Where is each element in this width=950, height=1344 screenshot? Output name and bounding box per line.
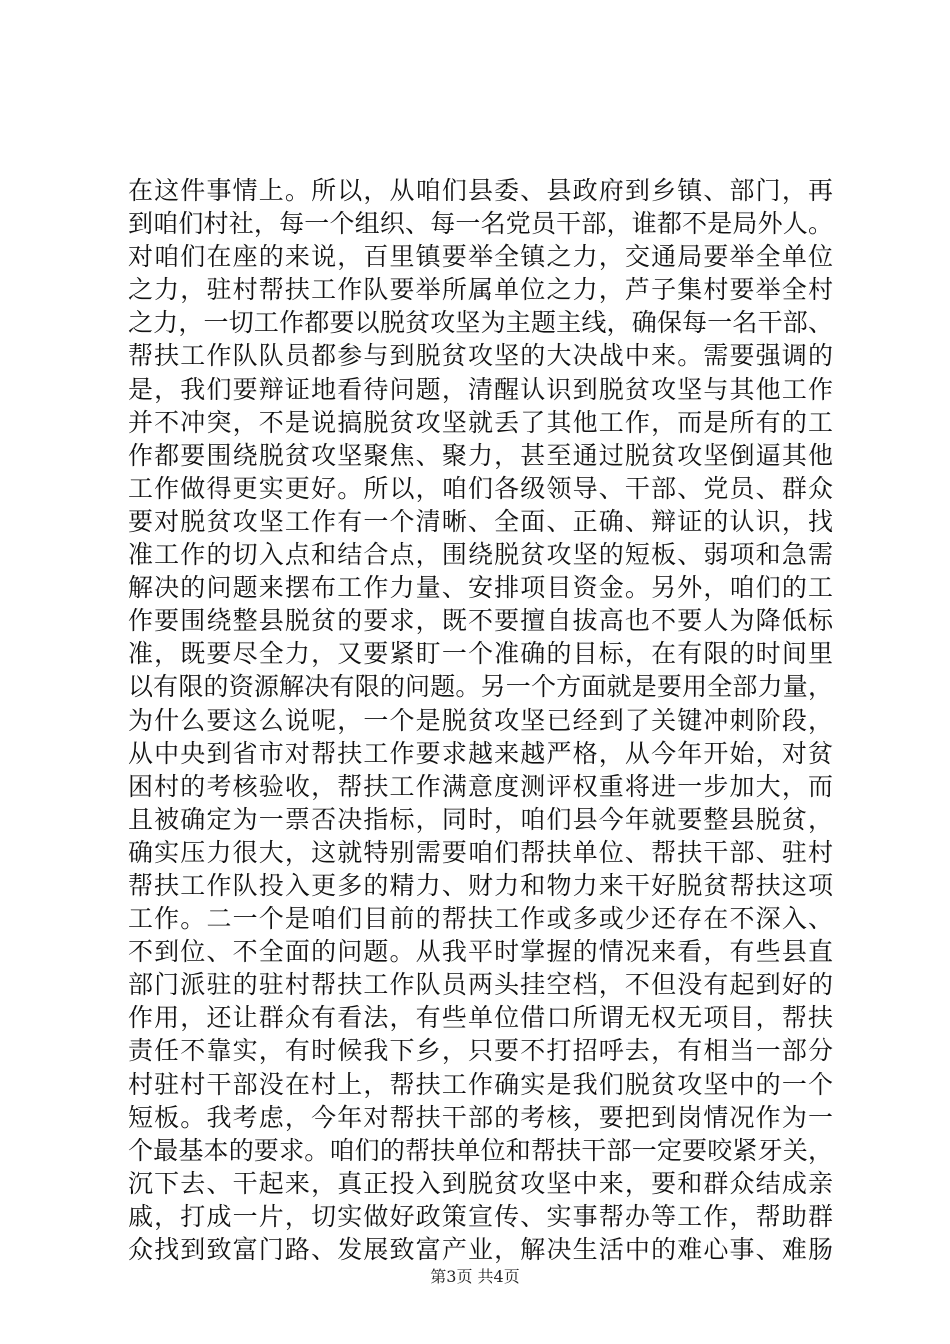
text-line: 且被确定为一票否决指标，同时，咱们县今年就要整县脱贫，: [128, 804, 833, 834]
text-line: 作都要围绕脱贫攻坚聚焦、聚力，甚至通过脱贫攻坚倒逼其他: [128, 440, 833, 470]
text-line: 是，我们要辩证地看待问题，清醒认识到脱贫攻坚与其他工作: [128, 374, 833, 404]
page-footer: 第3页 共4页: [430, 1267, 520, 1286]
text-line: 为什么要这么说呢，一个是脱贫攻坚已经到了关键冲刺阶段，: [128, 705, 833, 735]
text-line: 个最基本的要求。咱们的帮扶单位和帮扶干部一定要咬紧牙关，: [128, 1135, 833, 1165]
text-line: 村驻村干部没在村上，帮扶工作确实是我们脱贫攻坚中的一个: [128, 1069, 833, 1099]
text-line: 戚，打成一片，切实做好政策宣传、实事帮办等工作，帮助群: [128, 1201, 833, 1231]
text-line: 从中央到省市对帮扶工作要求越来越严格，从今年开始，对贫: [128, 738, 833, 768]
text-line: 短板。我考虑，今年对帮扶干部的考核，要把到岗情况作为一: [128, 1102, 833, 1132]
text-line: 众找到致富门路、发展致富产业，解决生活中的难心事、难肠: [128, 1235, 833, 1264]
text-line: 在这件事情上。所以，从咱们县委、县政府到乡镇、部门，再: [128, 176, 833, 205]
text-line: 责任不靠实，有时候我下乡，只要不打招呼去，有相当一部分: [128, 1036, 833, 1066]
text-line: 要对脱贫攻坚工作有一个清晰、全面、正确、辩证的认识，找: [128, 506, 833, 536]
body-text: [128, 174, 833, 1266]
text-line: 之力，一切工作都要以脱贫攻坚为主题主线，确保每一名干部、: [128, 308, 833, 338]
text-line: 对咱们在座的来说，百里镇要举全镇之力，交通局要举全单位: [128, 242, 833, 272]
text-line: 解决的问题来摆布工作力量、安排项目资金。另外，咱们的工: [128, 573, 833, 603]
text-line: 以有限的资源解决有限的问题。另一个方面就是要用全部力量，: [128, 672, 833, 702]
text-line: 困村的考核验收，帮扶工作满意度测评权重将进一步加大，而: [128, 771, 833, 801]
text-line: 确实压力很大，这就特别需要咱们帮扶单位、帮扶干部、驻村: [128, 837, 833, 867]
text-line: 不到位、不全面的问题。从我平时掌握的情况来看，有些县直: [128, 937, 833, 967]
text-line: 帮扶工作队队员都参与到脱贫攻坚的大决战中来。需要强调的: [128, 341, 833, 371]
text-line: 部门派驻的驻村帮扶工作队员两头挂空档，不但没有起到好的: [128, 970, 833, 1000]
text-line: 并不冲突，不是说搞脱贫攻坚就丢了其他工作，而是所有的工: [128, 407, 833, 437]
text-line: 沉下去、干起来，真正投入到脱贫攻坚中来，要和群众结成亲: [128, 1168, 833, 1198]
text-line: 作要围绕整县脱贫的要求，既不要擅自拔高也不要人为降低标: [128, 606, 833, 636]
text-line: 准，既要尽全力，又要紧盯一个准确的目标，在有限的时间里: [128, 639, 833, 669]
text-line: 作用，还让群众有看法，有些单位借口所谓无权无项目，帮扶: [128, 1003, 833, 1033]
text-line: 工作。二一个是咱们目前的帮扶工作或多或少还存在不深入、: [128, 904, 833, 934]
text-line: 工作做得更实更好。所以，咱们各级领导、干部、党员、群众: [128, 473, 833, 503]
text-line: 准工作的切入点和结合点，围绕脱贫攻坚的短板、弱项和急需: [128, 540, 833, 570]
text-line: 到咱们村社，每一个组织、每一名党员干部，谁都不是局外人。: [128, 209, 833, 239]
text-line: 帮扶工作队投入更多的精力、财力和物力来干好脱贫帮扶这项: [128, 870, 833, 900]
text-line: 之力，驻村帮扶工作队要举所属单位之力，芦子集村要举全村: [128, 275, 833, 305]
